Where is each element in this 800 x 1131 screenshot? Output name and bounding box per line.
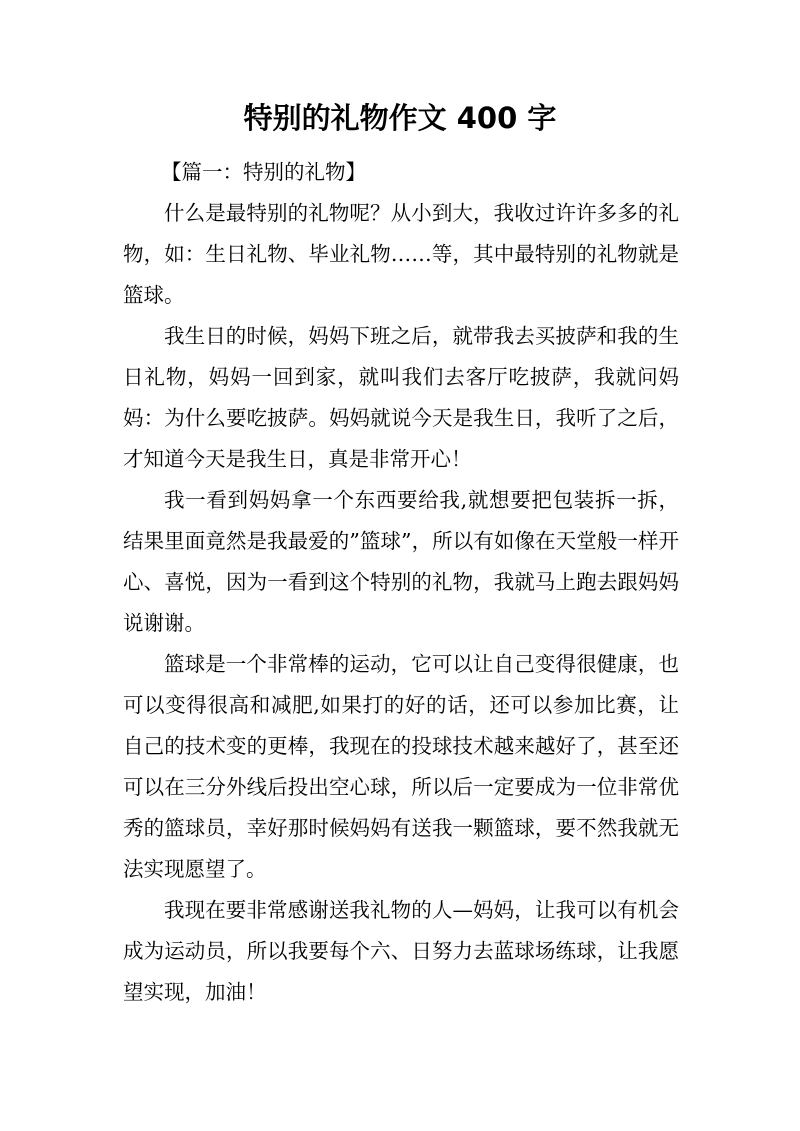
paragraph-3: 我一看到妈妈拿一个东西要给我,就想要把包装拆一拆，结果里面竟然是我最爱的”篮球”，所以有如像在天堂般一样开心、喜悦，因为一看到这个特别的礼物，我就马上跑去跟妈妈说谢谢。 [123,488,679,635]
paragraph-1: 什么是最特别的礼物呢？从小到大，我收过许许多多的礼物，如：生日礼物、毕业礼物……等，其中最特别的礼物就是篮球。 [123,201,679,307]
paragraph-2: 我生日的时候，妈妈下班之后，就带我去买披萨和我的生日礼物，妈妈一回到家，就叫我们去客厅吃披萨，我就问妈妈：为什么要吃披萨。妈妈就说今天是我生日，我听了之后，才知道今天是我生日，真是非常开心！ [123,324,679,471]
paragraph-5: 我现在要非常感谢送我礼物的人—妈妈，让我可以有机会成为运动员，所以我要每个六、日努力去蓝球场练球，让我愿望实现，加油！ [123,898,679,1004]
paragraph-4: 篮球是一个非常棒的运动，它可以让自己变得很健康，也可以变得很高和减肥,如果打的好的话，还可以参加比赛，让自己的技术变的更棒，我现在的投球技术越来越好了，甚至还可以在三分外线后投出空心球，所以后一定要成为一位非常优秀的篮球员，幸好那时候妈妈有送我一颗篮球，要不然我就无法实现愿望了。 [123,652,679,881]
section-label: 【篇一：特别的礼物】 [161,160,366,184]
document-body [123,152,679,1013]
document-title: 特别的礼物作文 400 字 [243,101,557,135]
